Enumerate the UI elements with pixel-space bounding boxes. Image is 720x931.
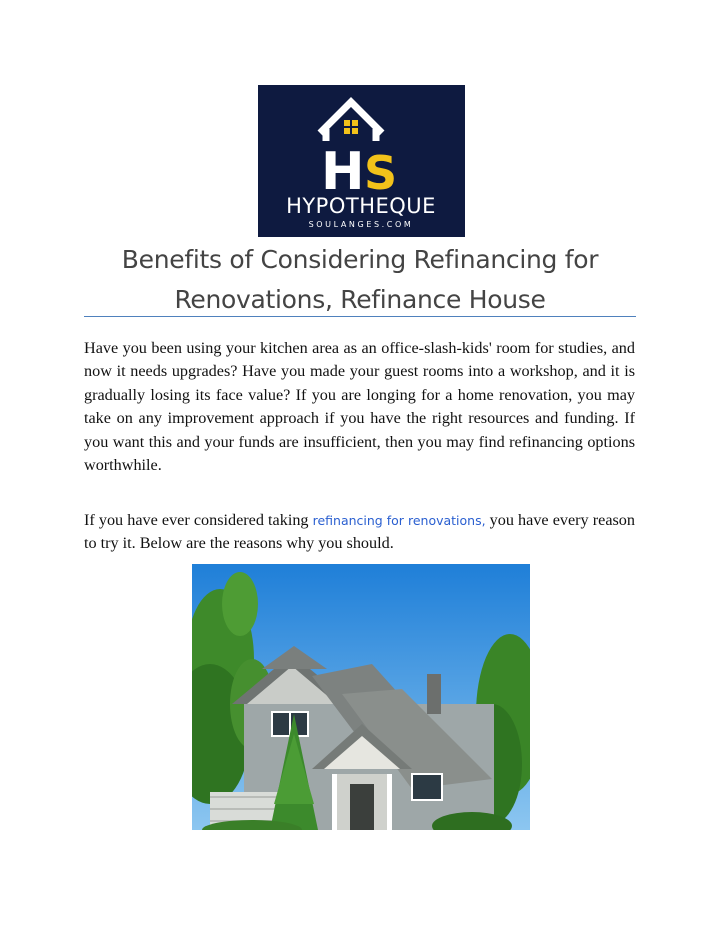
hypotheque-soulanges-logo bbox=[258, 85, 465, 237]
logo-graphic bbox=[258, 85, 465, 237]
title-line-1: Benefits of Considering Refinancing for bbox=[121, 245, 599, 274]
logo-monogram-h: H bbox=[321, 142, 365, 202]
logo-brand-domain: SOULANGES.COM bbox=[308, 220, 414, 229]
house-icon bbox=[320, 102, 382, 141]
page-title bbox=[84, 240, 636, 320]
logo-brand-name: HYPOTHEQUE bbox=[286, 194, 436, 218]
intro-paragraph: Have you been using your kitchen area as an office-slash-kids' room for studies, and now it needs upgrades? Have you made your guest rooms into a workshop, and it is gradually losing its face value? If you are longing for a home renovation, you may take on any improvement approach if you have the right resources and funding. If you want this and your funds are insufficient, then you may find refinancing options worthwhile. bbox=[84, 339, 635, 475]
title-divider bbox=[84, 316, 636, 317]
refinancing-renovations-link[interactable]: refinancing for renovations, bbox=[312, 513, 486, 528]
house-illustration bbox=[192, 564, 530, 830]
second-paragraph bbox=[84, 509, 635, 556]
second-paragraph-end: you have every reason to try it. Below are the reasons why you should. bbox=[84, 511, 635, 553]
logo-monogram-s: S bbox=[364, 146, 398, 200]
title-line-2: Renovations, Refinance House bbox=[174, 285, 546, 314]
house-photo bbox=[192, 564, 530, 830]
second-paragraph-start: If you have ever considered taking bbox=[84, 511, 313, 529]
